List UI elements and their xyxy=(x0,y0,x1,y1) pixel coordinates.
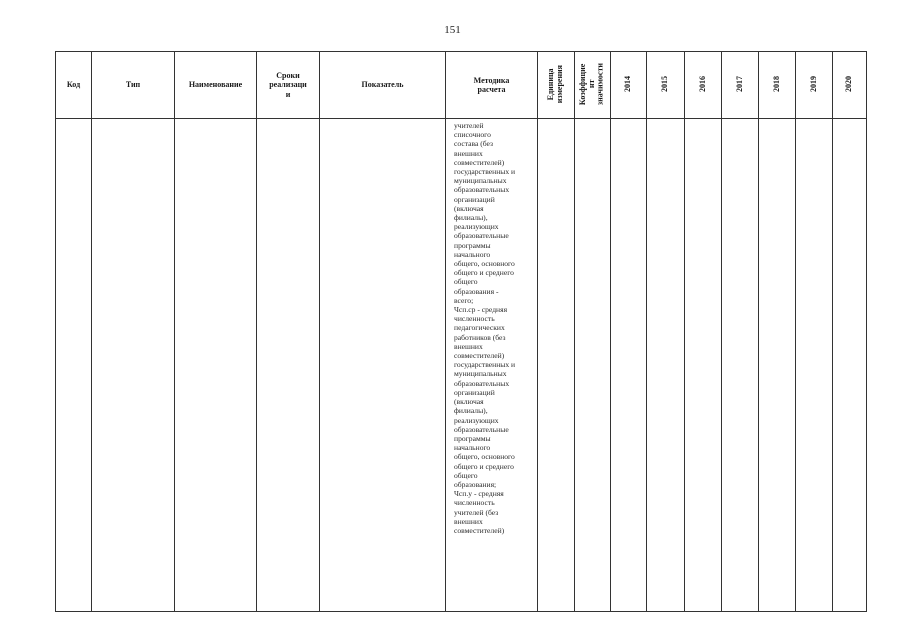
header-unit-label: Единица измерения xyxy=(546,64,564,104)
header-row xyxy=(56,52,867,119)
cell-unit xyxy=(538,119,575,612)
table-row xyxy=(56,119,867,612)
header-year-2014-label: 2014 xyxy=(623,75,633,92)
header-year-2018-label: 2018 xyxy=(771,75,781,92)
header-type: Тип xyxy=(92,52,175,119)
header-year-2016 xyxy=(685,52,722,119)
method-text: учителей списочного состава (без внешних совместителей) государственных и муниципальных образовательных организаций (включая филиалы), реализующих образовательные программы начального общего, основного общего и среднего общего образования - всего; Чсп.ср - средняя численность педагогических работников (без внешних совместителей) государственных и муниципальных образовательных организаций (включая филиалы), реализующих образовательные программы начального общего, основного общего и среднего общего образования; Чсп.у - средняя численность учителей (без внешних совместителей) xyxy=(454,121,516,535)
cell-type xyxy=(92,119,175,612)
page-number: 151 xyxy=(444,24,461,36)
cell-year-2014 xyxy=(611,119,647,612)
header-year-2017 xyxy=(722,52,759,119)
header-coefficient xyxy=(575,52,611,119)
header-name: Наименование xyxy=(175,52,257,119)
header-method: Методика расчета xyxy=(446,52,538,119)
header-year-2015 xyxy=(647,52,685,119)
header-year-2018 xyxy=(759,52,796,119)
header-year-2014 xyxy=(611,52,647,119)
header-indicator: Показатель xyxy=(320,52,446,119)
header-code: Код xyxy=(56,52,92,119)
cell-indicator xyxy=(320,119,446,612)
cell-code xyxy=(56,119,92,612)
cell-coefficient xyxy=(575,119,611,612)
header-year-2019-label: 2019 xyxy=(808,75,818,92)
cell-year-2020 xyxy=(833,119,867,612)
header-coefficient-label: Коэффицие нт значимости xyxy=(578,62,605,105)
cell-method xyxy=(446,119,538,612)
header-terms: Сроки реализаци и xyxy=(257,52,320,119)
header-year-2015-label: 2015 xyxy=(660,75,670,92)
indicators-table xyxy=(55,51,867,612)
cell-year-2015 xyxy=(647,119,685,612)
cell-terms xyxy=(257,119,320,612)
header-year-2020 xyxy=(833,52,867,119)
cell-year-2019 xyxy=(796,119,833,612)
cell-year-2017 xyxy=(722,119,759,612)
cell-name xyxy=(175,119,257,612)
header-year-2017-label: 2017 xyxy=(734,75,744,92)
header-year-2020-label: 2020 xyxy=(844,75,854,92)
cell-year-2018 xyxy=(759,119,796,612)
cell-year-2016 xyxy=(685,119,722,612)
header-year-2019 xyxy=(796,52,833,119)
header-unit xyxy=(538,52,575,119)
header-year-2016-label: 2016 xyxy=(697,75,707,92)
